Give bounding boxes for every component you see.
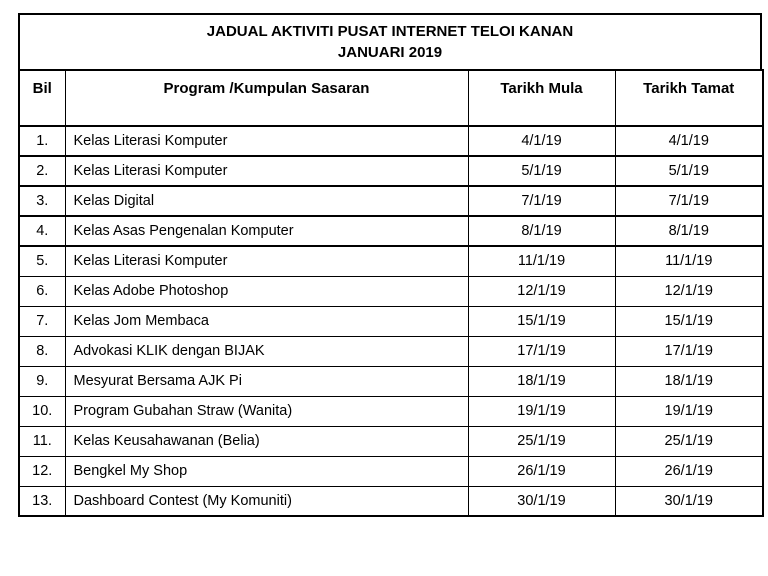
row-start-date: 8/1/19 <box>468 216 615 246</box>
row-program: Program Gubahan Straw (Wanita) <box>65 396 468 426</box>
row-program: Kelas Adobe Photoshop <box>65 276 468 306</box>
row-number: 10. <box>19 396 65 426</box>
row-number: 6. <box>19 276 65 306</box>
row-program: Kelas Literasi Komputer <box>65 156 468 186</box>
row-start-date: 7/1/19 <box>468 186 615 216</box>
row-end-date: 19/1/19 <box>615 396 763 426</box>
table-row <box>19 126 763 156</box>
row-start-date: 26/1/19 <box>468 456 615 486</box>
row-number: 2. <box>19 156 65 186</box>
row-number: 3. <box>19 186 65 216</box>
row-start-date: 15/1/19 <box>468 306 615 336</box>
header-end-date: Tarikh Tamat <box>615 70 763 126</box>
row-program: Mesyurat Bersama AJK Pi <box>65 366 468 396</box>
row-end-date: 26/1/19 <box>615 456 763 486</box>
row-start-date: 5/1/19 <box>468 156 615 186</box>
row-program: Kelas Literasi Komputer <box>65 246 468 276</box>
row-program: Kelas Keusahawanan (Belia) <box>65 426 468 456</box>
row-start-date: 12/1/19 <box>468 276 615 306</box>
header-bil: Bil <box>19 70 65 126</box>
row-number: 9. <box>19 366 65 396</box>
row-number: 12. <box>19 456 65 486</box>
row-start-date: 11/1/19 <box>468 246 615 276</box>
header-row <box>19 70 763 126</box>
schedule-document <box>18 13 762 517</box>
row-start-date: 30/1/19 <box>468 486 615 516</box>
table-row <box>19 456 763 486</box>
row-end-date: 11/1/19 <box>615 246 763 276</box>
row-number: 13. <box>19 486 65 516</box>
table-row <box>19 216 763 246</box>
row-start-date: 19/1/19 <box>468 396 615 426</box>
table-row <box>19 156 763 186</box>
row-number: 5. <box>19 246 65 276</box>
row-start-date: 17/1/19 <box>468 336 615 366</box>
row-end-date: 18/1/19 <box>615 366 763 396</box>
table-row <box>19 246 763 276</box>
header-program: Program /Kumpulan Sasaran <box>65 70 468 126</box>
table-row <box>19 306 763 336</box>
schedule-month: JANUARI 2019 <box>337 44 443 61</box>
row-number: 8. <box>19 336 65 366</box>
header-start-date: Tarikh Mula <box>468 70 615 126</box>
schedule-table <box>18 69 764 517</box>
table-row <box>19 486 763 516</box>
row-program: Bengkel My Shop <box>65 456 468 486</box>
table-row <box>19 366 763 396</box>
row-end-date: 5/1/19 <box>615 156 763 186</box>
row-number: 7. <box>19 306 65 336</box>
row-program: Advokasi KLIK dengan BIJAK <box>65 336 468 366</box>
row-end-date: 30/1/19 <box>615 486 763 516</box>
schedule-title: JADUAL AKTIVITI PUSAT INTERNET TELOI KANAN <box>206 23 574 40</box>
row-end-date: 7/1/19 <box>615 186 763 216</box>
row-end-date: 17/1/19 <box>615 336 763 366</box>
table-row <box>19 336 763 366</box>
row-start-date: 4/1/19 <box>468 126 615 156</box>
row-number: 4. <box>19 216 65 246</box>
row-program: Kelas Asas Pengenalan Komputer <box>65 216 468 246</box>
row-program: Kelas Literasi Komputer <box>65 126 468 156</box>
row-number: 1. <box>19 126 65 156</box>
row-program: Kelas Jom Membaca <box>65 306 468 336</box>
title-box <box>18 13 762 69</box>
table-row <box>19 186 763 216</box>
table-row <box>19 276 763 306</box>
row-end-date: 8/1/19 <box>615 216 763 246</box>
row-start-date: 25/1/19 <box>468 426 615 456</box>
row-program: Kelas Digital <box>65 186 468 216</box>
row-end-date: 25/1/19 <box>615 426 763 456</box>
row-number: 11. <box>19 426 65 456</box>
table-row <box>19 426 763 456</box>
row-program: Dashboard Contest (My Komuniti) <box>65 486 468 516</box>
row-end-date: 4/1/19 <box>615 126 763 156</box>
row-end-date: 12/1/19 <box>615 276 763 306</box>
row-end-date: 15/1/19 <box>615 306 763 336</box>
table-row <box>19 396 763 426</box>
row-start-date: 18/1/19 <box>468 366 615 396</box>
